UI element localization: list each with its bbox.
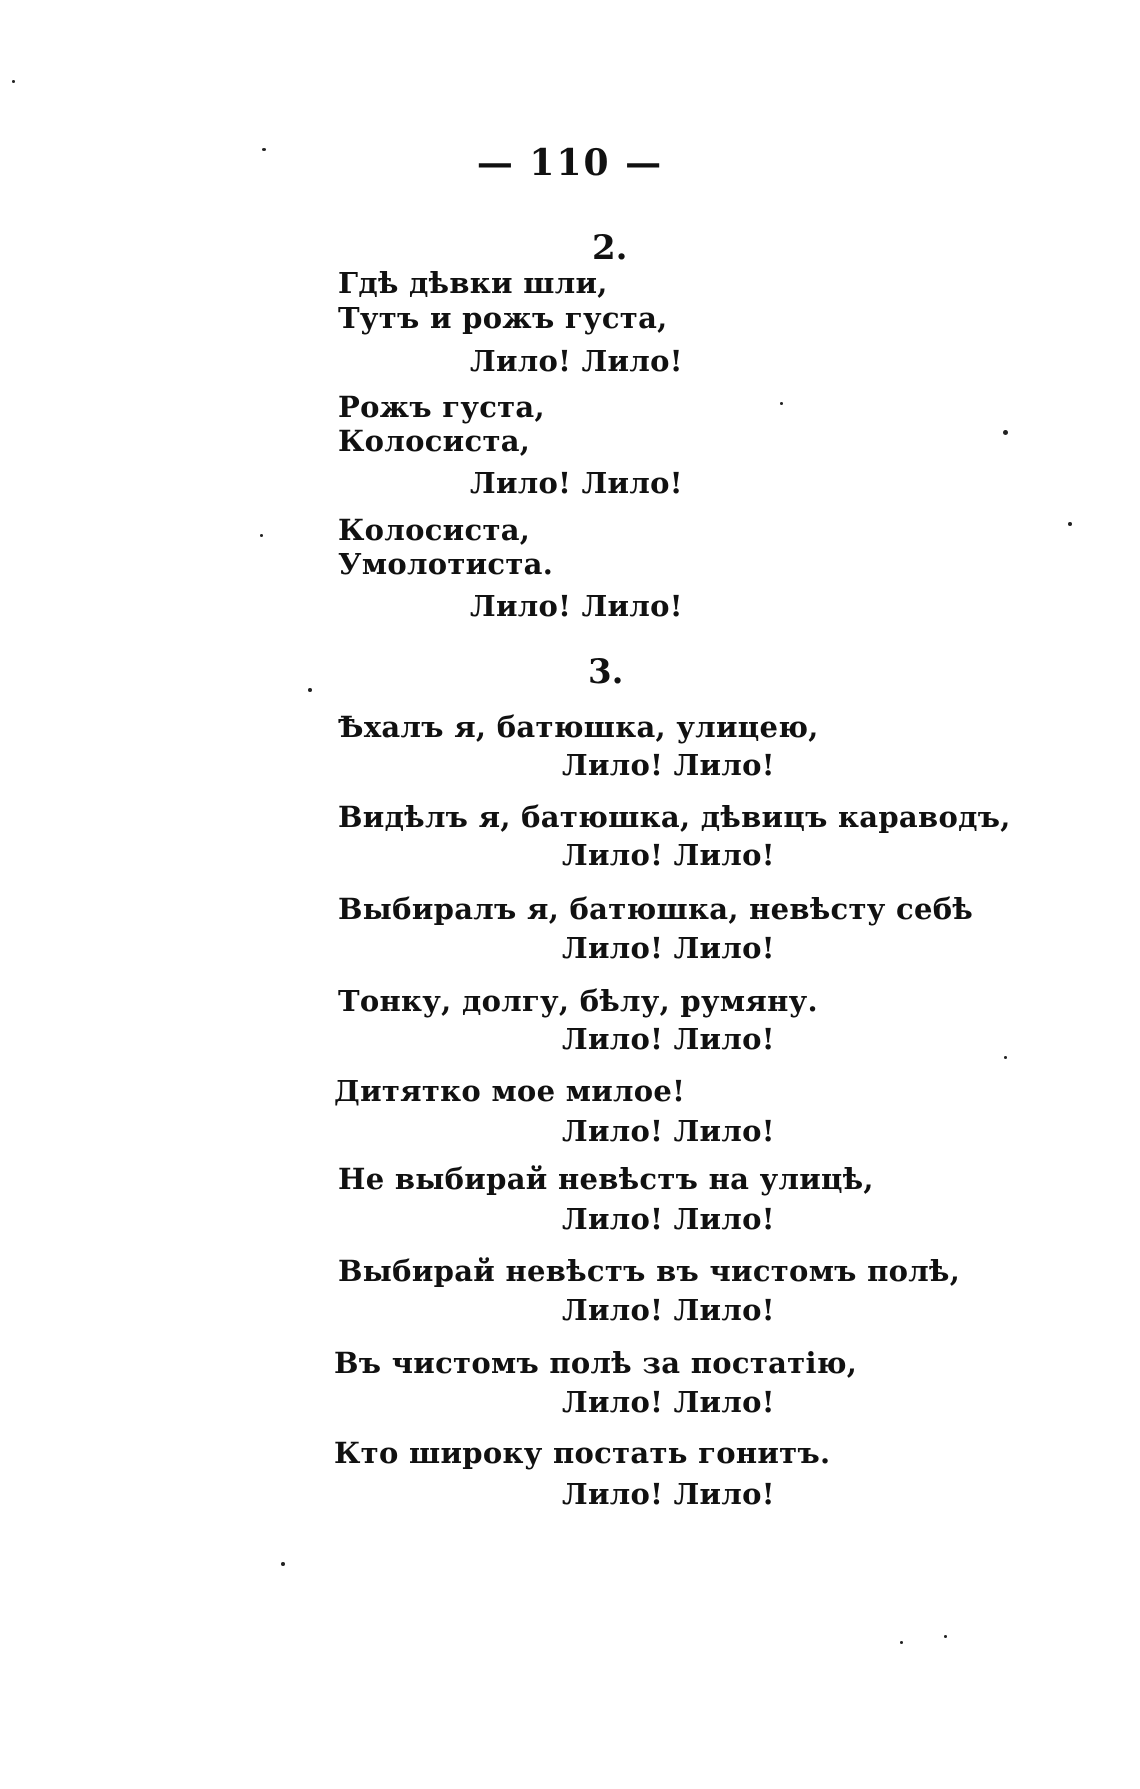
- refrain-line: Лило! Лило!: [470, 466, 683, 500]
- verse-line: Колосиста,: [338, 513, 531, 547]
- verse-line: Ѣхалъ я, батюшка, улицею,: [338, 710, 819, 744]
- verse-line: Тонку, долгу, бѣлу, румяну.: [338, 984, 818, 1018]
- scan-speck: [944, 1635, 947, 1638]
- refrain-line: Лило! Лило!: [562, 1293, 775, 1327]
- scan-speck: [1004, 1056, 1007, 1059]
- refrain-line: Лило! Лило!: [562, 931, 775, 965]
- verse-line: Видѣлъ я, батюшка, дѣвицъ караводъ,: [338, 800, 1011, 834]
- section-number-2: 2.: [592, 228, 628, 268]
- scan-speck: [281, 1562, 285, 1566]
- verse-line: Гдѣ дѣвки шли,: [338, 266, 608, 300]
- verse-line: Умолотиста.: [338, 547, 554, 581]
- scan-speck: [780, 402, 783, 405]
- refrain-line: Лило! Лило!: [470, 344, 683, 378]
- verse-line: Рожъ густа,: [338, 390, 545, 424]
- section-number-3: 3.: [588, 652, 624, 692]
- refrain-line: Лило! Лило!: [562, 1202, 775, 1236]
- scan-speck: [260, 534, 263, 537]
- scan-speck: [1003, 430, 1008, 435]
- verse-line: Колосиста,: [338, 424, 531, 458]
- scan-speck: [1068, 522, 1072, 526]
- page-number: — 110 —: [476, 142, 664, 184]
- refrain-line: Лило! Лило!: [470, 589, 683, 623]
- verse-line: Въ чистомъ полѣ за постатію,: [334, 1346, 858, 1380]
- verse-line: Выбиралъ я, батюшка, невѣсту себѣ: [338, 892, 974, 926]
- refrain-line: Лило! Лило!: [562, 1114, 775, 1148]
- refrain-line: Лило! Лило!: [562, 1385, 775, 1419]
- verse-line: Не выбирай невѣстъ на улицѣ,: [338, 1162, 874, 1196]
- verse-line: Дитятко мое милое!: [334, 1074, 686, 1108]
- scan-speck: [308, 688, 312, 692]
- scan-speck: [12, 80, 15, 83]
- verse-line: Выбирай невѣстъ въ чистомъ полѣ,: [338, 1254, 961, 1288]
- scan-speck: [900, 1641, 903, 1644]
- verse-line: Кто широку постать гонитъ.: [334, 1436, 831, 1470]
- refrain-line: Лило! Лило!: [562, 1477, 775, 1511]
- refrain-line: Лило! Лило!: [562, 838, 775, 872]
- refrain-line: Лило! Лило!: [562, 1022, 775, 1056]
- refrain-line: Лило! Лило!: [562, 748, 775, 782]
- verse-line: Тутъ и рожъ густа,: [338, 301, 668, 335]
- scan-speck: [262, 148, 266, 151]
